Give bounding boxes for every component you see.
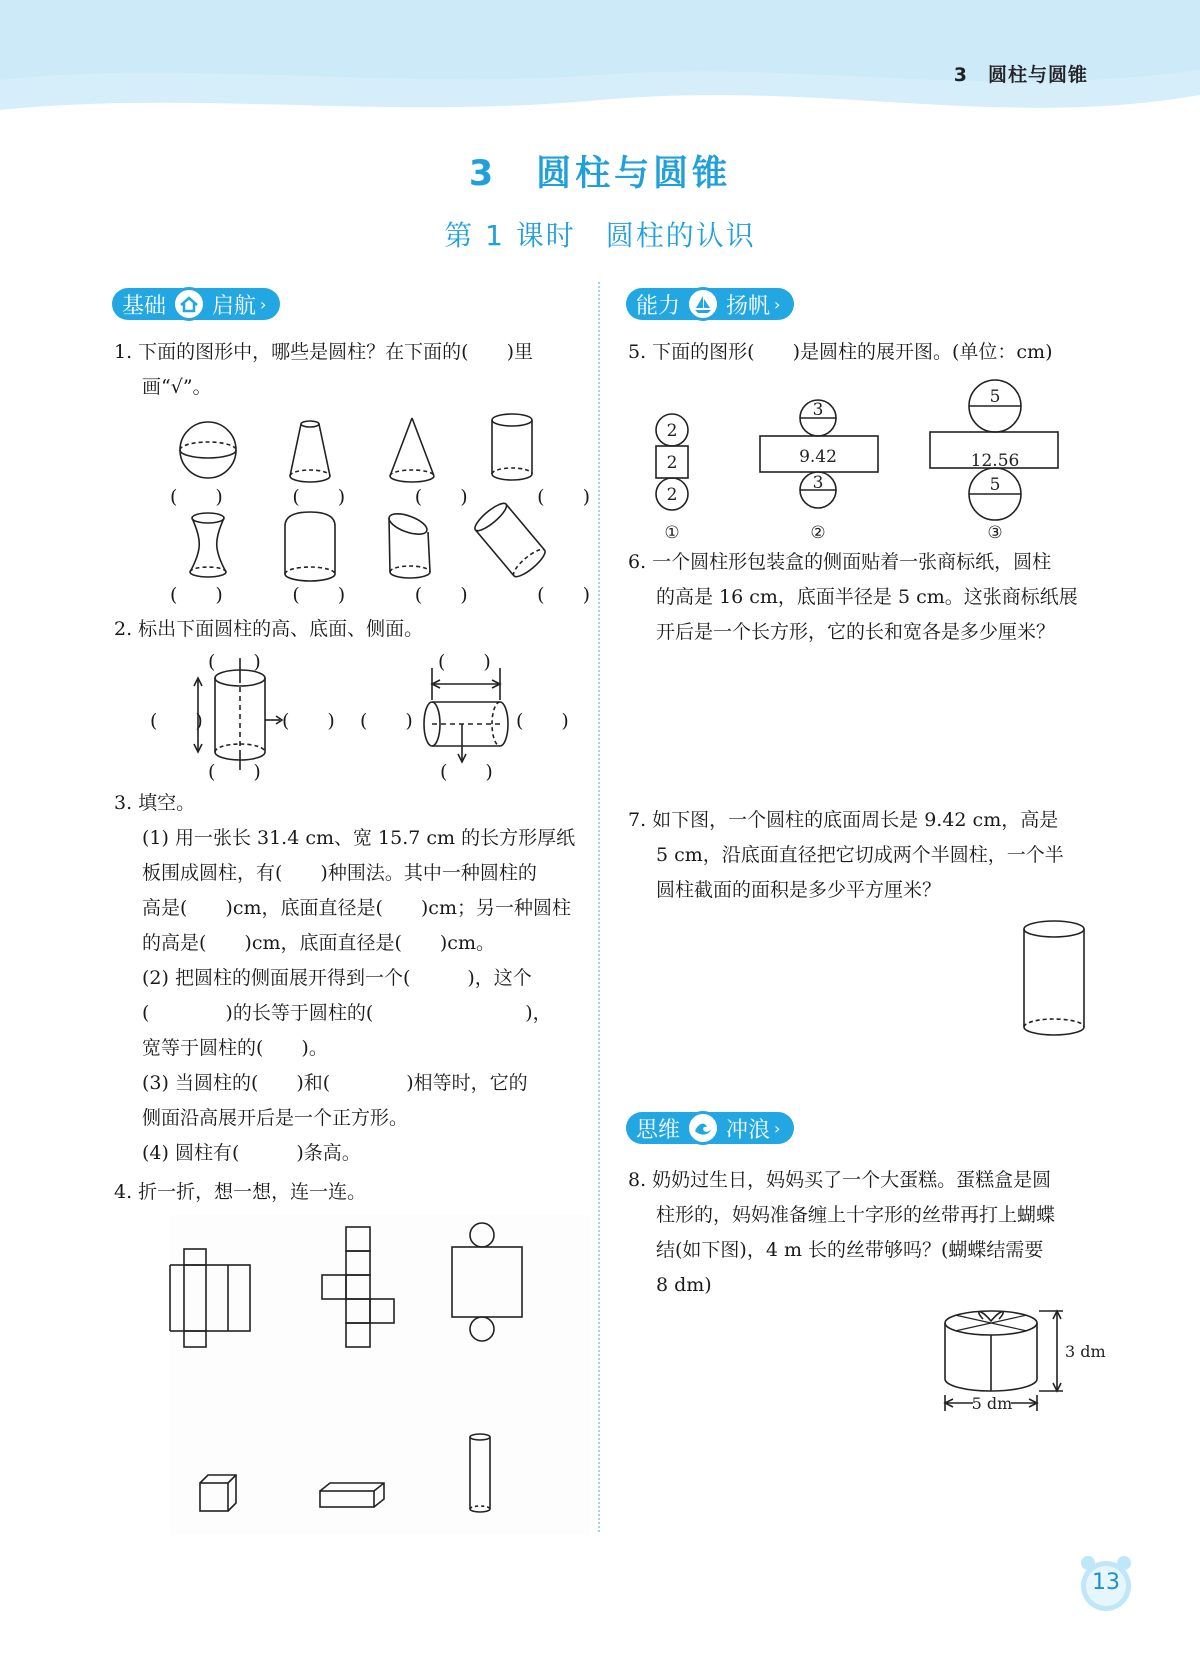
question-text: 8 dm) (656, 1274, 712, 1296)
net3-mid-label: 12.56 (970, 451, 1020, 471)
badge-right-text: 启航 (212, 293, 257, 319)
question-text: 的高是 16 cm，底面半径是 5 cm。这张商标纸展 (656, 586, 1078, 608)
q2-blank-left[interactable]: ( ) (150, 710, 203, 732)
answer-blank[interactable]: ( ) (537, 486, 590, 508)
page-number-badge (1074, 1552, 1138, 1616)
ribbon-bow (979, 1312, 1003, 1321)
net2-number: ② (810, 523, 826, 543)
section-badge-thinking (626, 1110, 794, 1146)
wave-icon (686, 1111, 720, 1145)
sailboat-icon (686, 287, 720, 321)
question-text: 3. 填空。 (114, 792, 196, 814)
question-text: 8. 奶奶过生日，妈妈买了一个大蛋糕。蛋糕盒是圆 (628, 1169, 1052, 1191)
lesson-title: 第 1 课时 圆柱的认识 (444, 219, 756, 252)
running-title: 3 圆柱与圆锥 (953, 64, 1088, 86)
answer-blank[interactable]: ( ) (414, 486, 468, 508)
house-icon (172, 287, 206, 321)
q3-line-1: (1) 用一张长 31.4 cm、宽 15.7 cm 的长方形厚纸 (142, 827, 576, 849)
q2-blank-top-2[interactable]: ( ) (438, 651, 491, 673)
q3-line-6: ( )的长等于圆柱的( )， (142, 1002, 552, 1024)
question-text: 5. 下面的图形( )是圆柱的展开图。(单位：cm) (628, 341, 1053, 363)
box-cylinder-shape (285, 512, 335, 581)
question-text: 4. 折一折，想一想，连一连。 (114, 1181, 367, 1203)
q4-nets-and-solids (170, 1215, 590, 1535)
question-text: 圆柱截面的面积是多少平方厘米？ (656, 879, 942, 901)
chevron-right-icon: › (774, 1118, 781, 1138)
question-6 (628, 545, 1098, 650)
question-text: 开后是一个长方形，它的长和宽各是多少厘米？ (656, 621, 1056, 643)
oblique-cut-cylinder (386, 510, 430, 578)
section-badge-ability (626, 286, 794, 322)
net2-bottom-label: 3 (812, 473, 824, 493)
q3-line-9: 侧面沿高展开后是一个正方形。 (142, 1107, 409, 1129)
chevron-right-icon: › (260, 294, 267, 314)
net1-bottom-label: 2 (666, 485, 678, 505)
chapter-title: 3 圆柱与圆锥 (468, 154, 732, 194)
cylinder-shape (492, 414, 532, 480)
net2-mid-label: 9.42 (799, 447, 837, 467)
q3-line-5: (2) 把圆柱的侧面展开得到一个( )，这个 (142, 967, 532, 989)
net3-top-label: 5 (989, 387, 1001, 407)
q1-blank-row-1 (170, 480, 590, 515)
q3-line-7: 宽等于圆柱的( )。 (142, 1037, 328, 1059)
question-8 (628, 1163, 1098, 1303)
question-text: 画“√”。 (142, 376, 212, 398)
height-label: 3 dm (1065, 1342, 1106, 1361)
q7-cylinder (1020, 915, 1090, 1045)
badge-left-text: 基础 (122, 293, 167, 319)
q2-blank-right-2[interactable]: ( ) (516, 710, 569, 732)
q3-line-3: 高是( )cm，底面直径是( )cm；另一种圆柱 (142, 897, 571, 919)
q3-line-10: (4) 圆柱有( )条高。 (142, 1142, 361, 1164)
question-5 (628, 335, 1098, 370)
sphere-shape (180, 422, 236, 478)
answer-blank[interactable]: ( ) (292, 584, 346, 606)
badge-right-text: 冲浪 (726, 1117, 771, 1143)
page-number: 13 (1092, 1570, 1120, 1595)
cone-shape (390, 418, 434, 482)
net1-number: ① (664, 523, 680, 543)
answer-blank[interactable]: ( ) (170, 486, 223, 508)
net3-bottom-label: 5 (989, 475, 1001, 495)
frustum-shape (290, 421, 330, 482)
answer-blank[interactable]: ( ) (170, 584, 223, 606)
badge-left-text: 思维 (636, 1117, 681, 1143)
question-7 (628, 803, 1098, 908)
q3-line-2: 板围成圆柱，有( )种围法。其中一种圆柱的 (142, 862, 537, 884)
question-3 (114, 786, 594, 1171)
question-text: 7. 如下图，一个圆柱的底面周长是 9.42 cm，高是 (628, 809, 1059, 831)
answer-blank[interactable]: ( ) (414, 584, 468, 606)
question-2 (114, 612, 584, 647)
net2-top-label: 3 (812, 400, 824, 420)
net1-mid-label: 2 (666, 453, 678, 473)
question-text: 柱形的，妈妈准备缠上十字形的丝带再打上蝴蝶 (656, 1204, 1056, 1226)
answer-blank[interactable]: ( ) (537, 584, 590, 606)
chevron-right-icon: › (774, 294, 781, 314)
badge-left-text: 能力 (636, 293, 681, 319)
q3-line-4: 的高是( )cm，底面直径是( )cm。 (142, 932, 495, 954)
net3-number: ③ (987, 523, 1003, 543)
q2-blank-left-2[interactable]: ( ) (360, 710, 413, 732)
question-1 (114, 335, 584, 405)
q5-nets (640, 380, 1100, 550)
q8-cake-box (935, 1305, 1106, 1425)
q2-blank-right[interactable]: ( ) (282, 710, 335, 732)
question-text: 2. 标出下面圆柱的高、底面、侧面。 (114, 618, 424, 640)
answer-blank[interactable]: ( ) (292, 486, 346, 508)
question-text: 5 cm，沿底面直径把它切成两个半圆柱，一个半 (656, 844, 1064, 866)
q2-blank-bottom-2[interactable]: ( ) (440, 761, 493, 783)
question-text: 1. 下面的图形中，哪些是圆柱？在下面的( )里 (114, 341, 533, 363)
question-text: 结(如下图)，4 m 长的丝带够吗？(蝴蝶结需要 (656, 1239, 1044, 1261)
column-divider (598, 282, 600, 1532)
question-text: 6. 一个圆柱形包装盒的侧面贴着一张商标纸，圆柱 (628, 551, 1052, 573)
net1-top-label: 2 (666, 421, 678, 441)
sphere-equator (180, 450, 236, 458)
width-label: 5 dm (971, 1394, 1013, 1413)
badge-right-text: 扬帆 (726, 293, 771, 319)
section-badge-basic (112, 286, 280, 322)
q3-line-8: (3) 当圆柱的( )和( )相等时，它的 (142, 1072, 528, 1094)
question-4 (114, 1175, 584, 1210)
q2-blank-bottom[interactable]: ( ) (208, 761, 261, 783)
q2-blank-top[interactable]: ( ) (208, 651, 261, 673)
q1-blank-row-2 (170, 578, 590, 613)
waisted-shape (190, 513, 226, 577)
